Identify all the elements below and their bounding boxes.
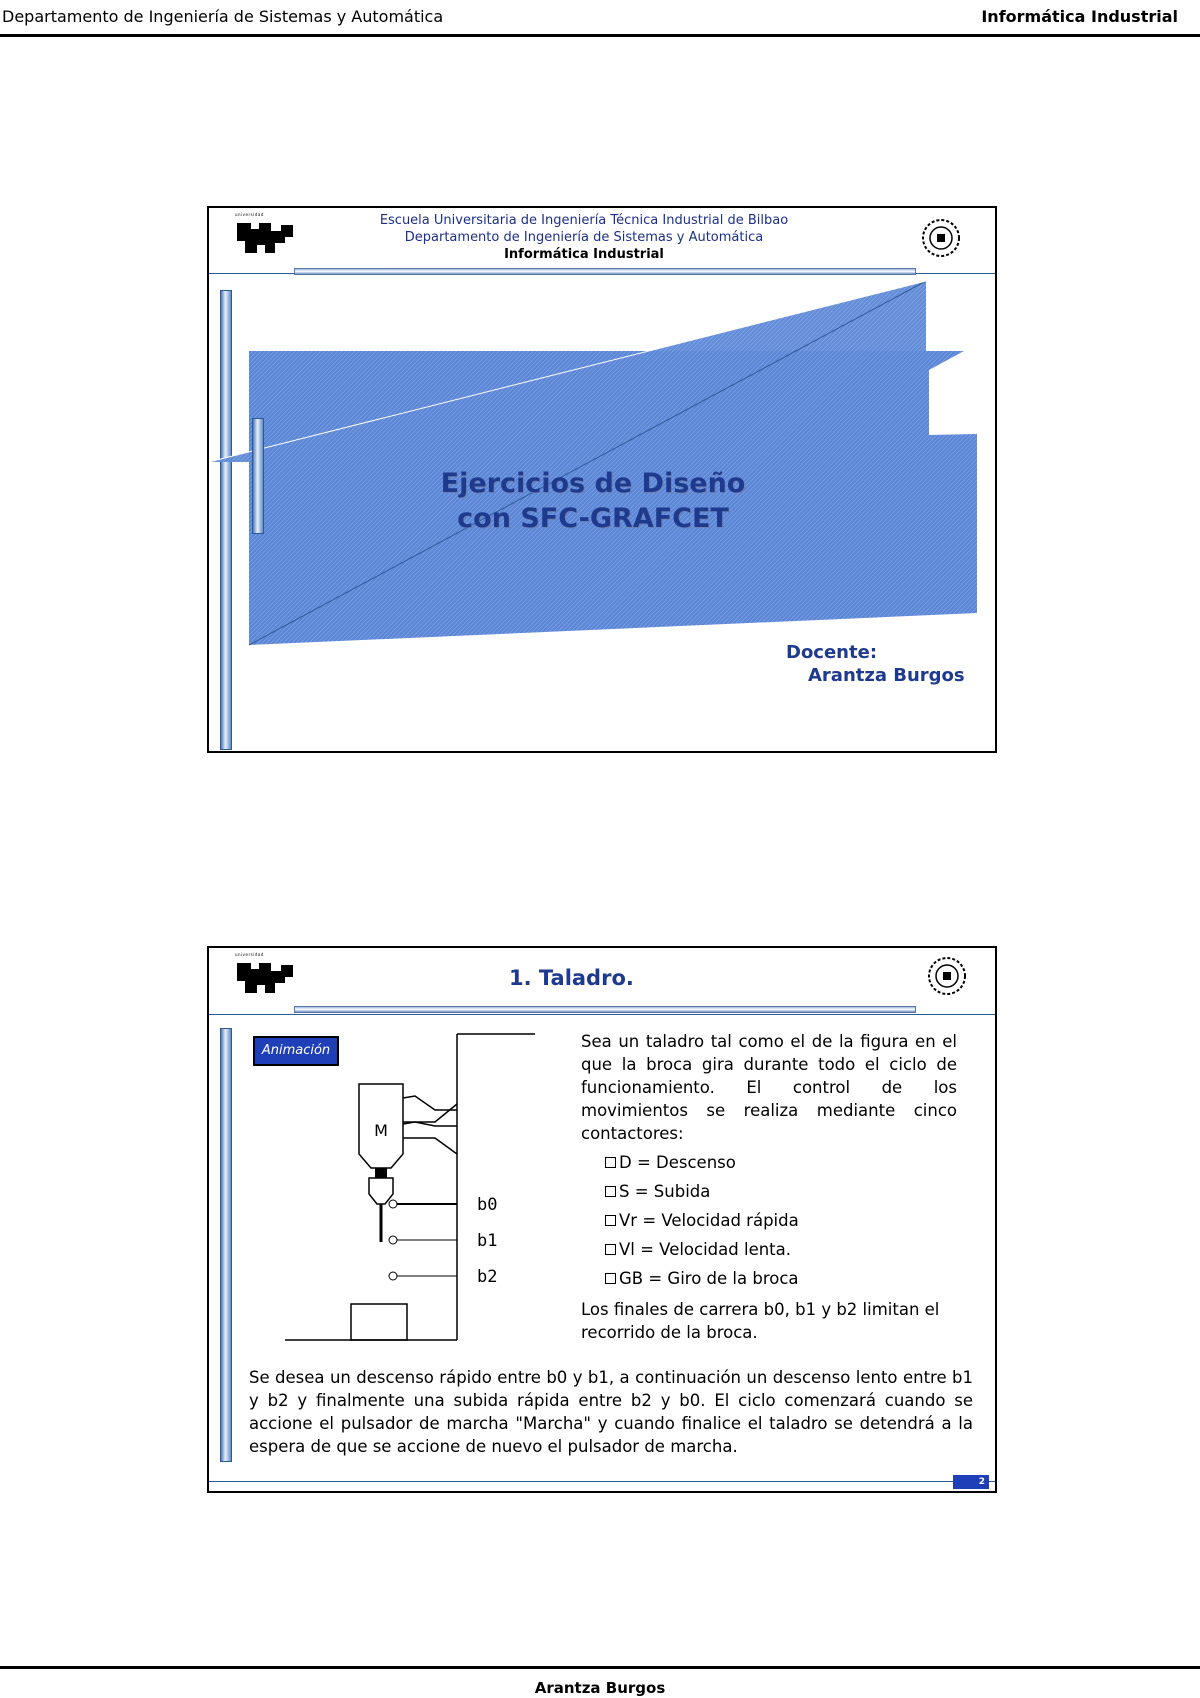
description-paragraph: Se desea un descenso rápido entre b0 y b1, a continuación un descenso lento entre b1 y b2 y finalmente una subida rápida entre b2 y b0. El ciclo comenzará cuando se accione el pulsador de marcha "Marcha" y cuando finalice el taladro se detendrá a la espera de que se accione de nuevo el pulsador de marcha. (249, 1368, 973, 1456)
list-item-text: GB = Giro de la broca (619, 1269, 799, 1288)
list-item (605, 1235, 799, 1264)
list-item-text: Vl = Velocidad lenta. (619, 1240, 792, 1259)
header-course: Informática Industrial (981, 7, 1178, 26)
list-item (605, 1148, 799, 1177)
university-logo (235, 952, 295, 997)
slide-2-title: 1. Taladro. (509, 966, 634, 990)
seal-icon (925, 952, 969, 1000)
contactor-list (605, 1148, 799, 1293)
checkbox-icon (605, 1244, 616, 1255)
page-number: 2 (953, 1475, 989, 1489)
list-item (605, 1206, 799, 1235)
decor-short-bar (252, 418, 264, 534)
motor-label: M (374, 1121, 388, 1140)
sensor-b1-label: b1 (477, 1231, 498, 1251)
decor-bottom-line (209, 1481, 995, 1482)
decor-header-bar (294, 1006, 916, 1013)
decor-vertical-bar (220, 1028, 232, 1462)
list-item (605, 1177, 799, 1206)
list-item-text: S = Subida (619, 1182, 711, 1201)
logo-icon (235, 959, 295, 997)
animation-button[interactable]: Animación (253, 1036, 339, 1066)
logo-caption: universidad (235, 952, 264, 957)
instructor-label: Docente: (786, 642, 878, 663)
department-name: Departamento de Ingeniería de Sistemas y Automática (404, 230, 764, 245)
drill-diagram (285, 1026, 545, 1346)
checkbox-icon (605, 1273, 616, 1284)
sensor-b0-label: b0 (477, 1195, 498, 1215)
list-item-text: D = Descenso (619, 1153, 736, 1172)
checkbox-icon (605, 1186, 616, 1197)
intro-paragraph: Sea un taladro tal como el de la figura en el que la broca gira durante todo el ciclo de funcionamiento. El control de los movimientos se realiza mediante cinco contactores: (581, 1032, 957, 1143)
slide-1 (207, 206, 997, 753)
page-footer (0, 1666, 1200, 1697)
list-item-text: Vr = Velocidad rápida (619, 1211, 799, 1230)
limits-paragraph: Los finales de carrera b0, b1 y b2 limitan el recorrido de la broca. (581, 1300, 940, 1342)
checkbox-icon (605, 1215, 616, 1226)
title-line-1: Ejercicios de Diseño (440, 468, 746, 499)
slide-2 (207, 946, 997, 1493)
checkbox-icon (605, 1157, 616, 1168)
logo-caption: universidad (235, 212, 264, 217)
decor-line (209, 1014, 995, 1015)
instructor-name: Arantza Burgos (808, 665, 965, 686)
page-header (0, 0, 1200, 37)
footer-author: Arantza Burgos (534, 1679, 666, 1697)
sensor-b2-label: b2 (477, 1267, 498, 1287)
list-item (605, 1264, 799, 1293)
title-line-2: con SFC-GRAFCET (457, 503, 729, 534)
school-name: Escuela Universitaria de Ingeniería Técnica Industrial de Bilbao (379, 213, 789, 228)
slide-1-title (423, 466, 763, 536)
course-name: Informática Industrial (504, 247, 664, 262)
instructor-block (786, 641, 965, 687)
header-department: Departamento de Ingeniería de Sistemas y Automática (2, 7, 444, 26)
